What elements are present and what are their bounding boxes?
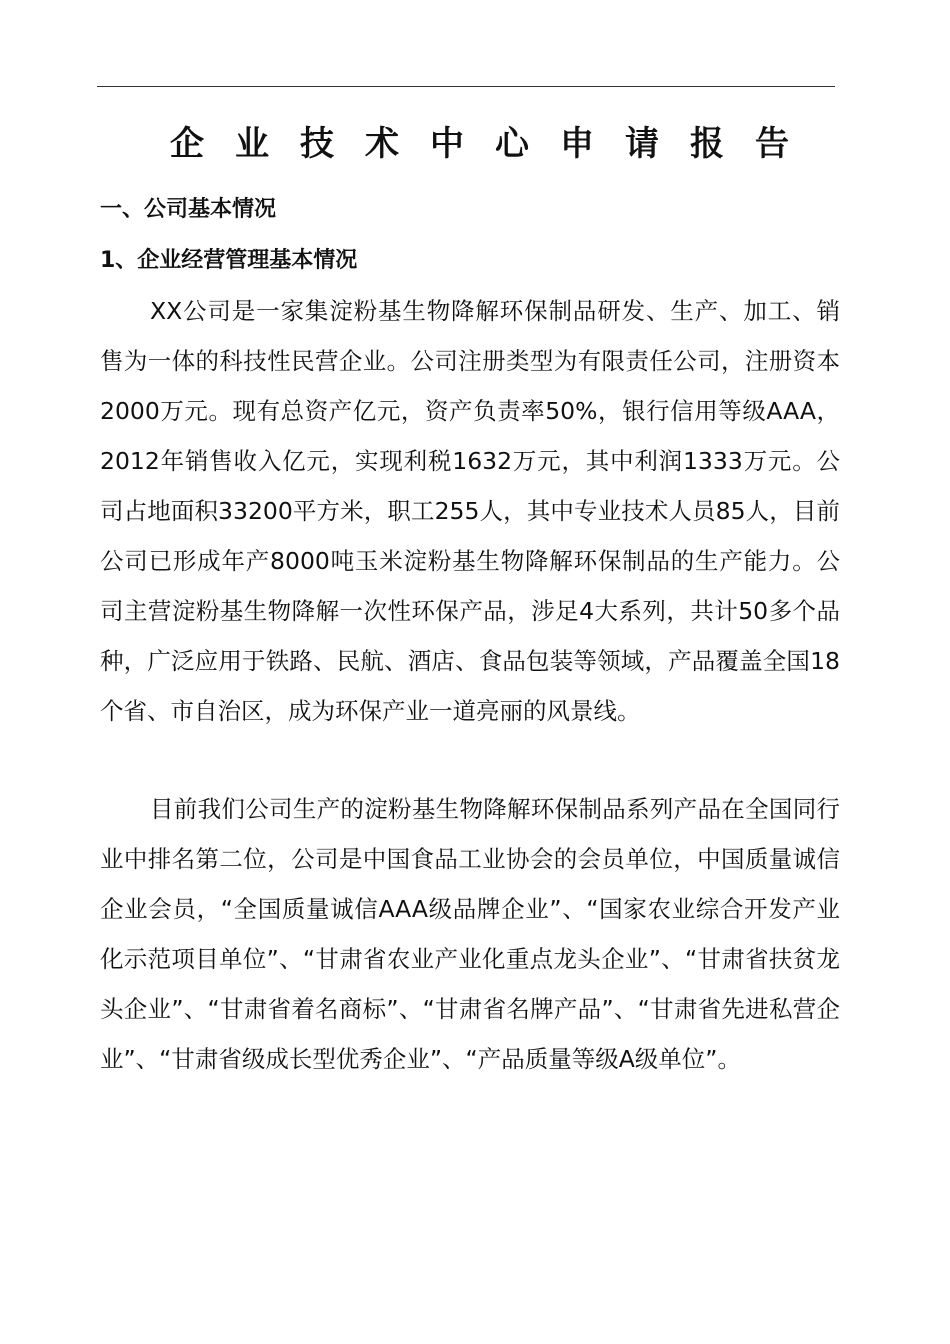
- header-rule: [97, 86, 835, 87]
- section-heading: 一、公司基本情况: [100, 197, 277, 222]
- body-paragraph-company-overview: XX公司是一家集淀粉基生物降解环保制品研发、生产、加工、销售为一体的科技性民营企业。公司注册类型为有限责任公司，注册资本2000万元。现有总资产亿元，资产负责率50%，银行信用等级AAA，2012年销售收入亿元，实现利税1632万元，其中利润1333万元。公司占地面积33200平方米，职工255人，其中专业技术人员85人，目前公司已形成年产8000吨玉米淀粉基生物降解环保制品的生产能力。公司主营淀粉基生物降解一次性环保产品，涉足4大系列，共计50多个品种，广泛应用于铁路、民航、酒店、食品包装等领域，产品覆盖全国18个省、市自治区，成为环保产业一道亮丽的风景线。: [100, 297, 840, 725]
- document-title: 企业技术中心申请报告: [170, 124, 820, 164]
- body-paragraph-honors: 目前我们公司生产的淀粉基生物降解环保制品系列产品在全国同行业中排名第二位，公司是中国食品工业协会的会员单位，中国质量诚信企业会员，“全国质量诚信AAA级品牌企业”、“国家农业综合开发产业化示范项目单位”、“甘肃省农业产业化重点龙头企业”、“甘肃省扶贫龙头企业”、“甘肃省着名商标”、“甘肃省名牌产品”、“甘肃省先进私营企业”、“甘肃省级成长型优秀企业”、“产品质量等级A级单位”。: [100, 795, 840, 1073]
- subsection-heading: 1、企业经营管理基本情况: [100, 248, 358, 273]
